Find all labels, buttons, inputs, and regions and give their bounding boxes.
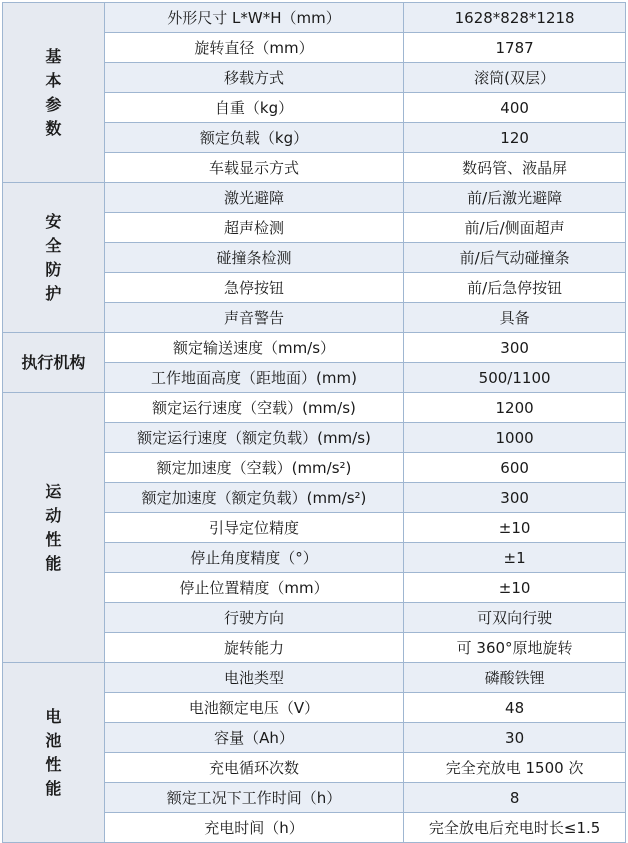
param-value: 1628*828*1218 bbox=[404, 3, 626, 33]
param-name: 额定负载（kg） bbox=[104, 123, 403, 153]
param-value: 可 360°原地旋转 bbox=[404, 633, 626, 663]
param-value: 前/后气动碰撞条 bbox=[404, 243, 626, 273]
category-cell bbox=[3, 333, 105, 393]
table-row bbox=[3, 3, 626, 33]
param-value: 滚筒(双层） bbox=[404, 63, 626, 93]
param-value: 可双向行驶 bbox=[404, 603, 626, 633]
param-name: 电池额定电压（V） bbox=[104, 693, 403, 723]
category-label: 运动性能 bbox=[45, 481, 62, 573]
param-value: 前/后/侧面超声 bbox=[404, 213, 626, 243]
param-value: 数码管、液晶屏 bbox=[404, 153, 626, 183]
param-name: 停止位置精度（mm） bbox=[104, 573, 403, 603]
param-name: 额定运行速度（空载）(mm/s) bbox=[104, 393, 403, 423]
category-cell bbox=[3, 183, 105, 333]
table-row bbox=[3, 333, 626, 363]
param-value: ±10 bbox=[404, 573, 626, 603]
category-cell bbox=[3, 3, 105, 183]
param-name: 激光避障 bbox=[104, 183, 403, 213]
param-name: 旋转能力 bbox=[104, 633, 403, 663]
param-name: 旋转直径（mm） bbox=[104, 33, 403, 63]
param-value: 8 bbox=[404, 783, 626, 813]
param-name: 外形尺寸 L*W*H（mm） bbox=[104, 3, 403, 33]
category-cell bbox=[3, 663, 105, 843]
param-name: 停止角度精度（°） bbox=[104, 543, 403, 573]
category-label: 电池性能 bbox=[45, 706, 62, 798]
param-value: 前/后激光避障 bbox=[404, 183, 626, 213]
param-value: 120 bbox=[404, 123, 626, 153]
param-value: 完全充放电 1500 次 bbox=[404, 753, 626, 783]
param-name: 引导定位精度 bbox=[104, 513, 403, 543]
param-value: 500/1100 bbox=[404, 363, 626, 393]
param-value: 1200 bbox=[404, 393, 626, 423]
param-name: 车载显示方式 bbox=[104, 153, 403, 183]
category-label: 基本参数 bbox=[45, 46, 62, 138]
spec-table bbox=[2, 2, 626, 843]
param-name: 充电循环次数 bbox=[104, 753, 403, 783]
param-value: 300 bbox=[404, 483, 626, 513]
param-name: 超声检测 bbox=[104, 213, 403, 243]
param-name: 急停按钮 bbox=[104, 273, 403, 303]
category-cell bbox=[3, 393, 105, 663]
table-row bbox=[3, 183, 626, 213]
param-value: ±1 bbox=[404, 543, 626, 573]
category-label: 安全防护 bbox=[45, 211, 62, 303]
param-name: 电池类型 bbox=[104, 663, 403, 693]
category-label: 执行机构 bbox=[21, 352, 86, 372]
param-value: 磷酸铁锂 bbox=[404, 663, 626, 693]
param-value: 1000 bbox=[404, 423, 626, 453]
param-value: ±10 bbox=[404, 513, 626, 543]
param-name: 额定运行速度（额定负载）(mm/s) bbox=[104, 423, 403, 453]
param-value: 48 bbox=[404, 693, 626, 723]
param-value: 30 bbox=[404, 723, 626, 753]
param-value: 前/后急停按钮 bbox=[404, 273, 626, 303]
table-row bbox=[3, 663, 626, 693]
param-name: 额定加速度（额定负载）(mm/s²) bbox=[104, 483, 403, 513]
param-name: 移载方式 bbox=[104, 63, 403, 93]
param-value: 400 bbox=[404, 93, 626, 123]
param-value: 300 bbox=[404, 333, 626, 363]
param-value: 600 bbox=[404, 453, 626, 483]
param-value: 具备 bbox=[404, 303, 626, 333]
param-name: 自重（kg） bbox=[104, 93, 403, 123]
param-name: 额定输送速度（mm/s） bbox=[104, 333, 403, 363]
param-value: 完全放电后充电时长≤1.5 bbox=[404, 813, 626, 843]
param-name: 充电时间（h） bbox=[104, 813, 403, 843]
param-name: 碰撞条检测 bbox=[104, 243, 403, 273]
param-name: 工作地面高度（距地面）(mm) bbox=[104, 363, 403, 393]
spec-table-body bbox=[3, 3, 626, 843]
param-value: 1787 bbox=[404, 33, 626, 63]
param-name: 声音警告 bbox=[104, 303, 403, 333]
param-name: 行驶方向 bbox=[104, 603, 403, 633]
param-name: 额定工况下工作时间（h） bbox=[104, 783, 403, 813]
param-name: 额定加速度（空载）(mm/s²) bbox=[104, 453, 403, 483]
table-row bbox=[3, 393, 626, 423]
param-name: 容量（Ah） bbox=[104, 723, 403, 753]
